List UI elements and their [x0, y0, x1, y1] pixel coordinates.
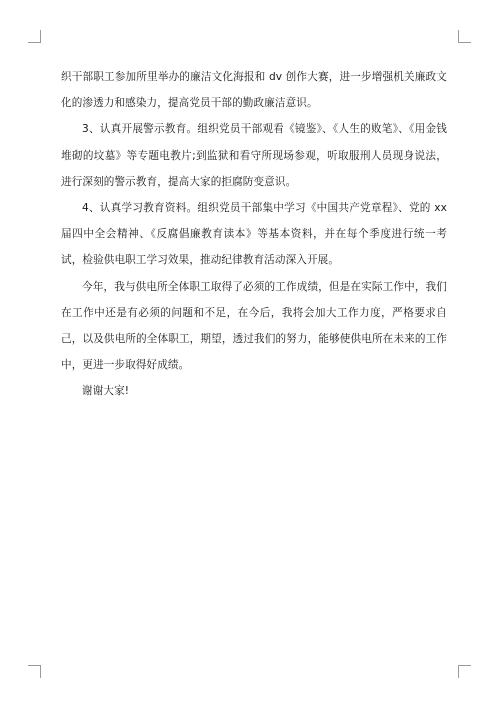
paragraph-summary: 今年，我与供电所全体职工取得了必须的工作成绩，但是在实际工作中，我们在工作中还是有必须的问题和不足，在今后，我将会加大工作力度，严格要求自己，以及供电所的全体职工，期望，透过我们的努力，能够使供电所在未来的工作中，更进一步取得好成绩。 [61, 280, 447, 372]
document-body [61, 64, 447, 405]
paragraph-closing: 谢谢大家! [82, 385, 130, 398]
paragraph-study-materials: 4、认真学习教育资料。组织党员干部集中学习《中国共产党章程》、党的 xx 届四中全会精神、《反腐倡廉教育读本》等基本资料，并在每个季度进行统一考试，检验供电职工学习效果，推动纪律教育活动深入开展。 [61, 202, 447, 267]
crop-mark-bottom-left [28, 665, 41, 678]
paragraph-warning-education: 3、认真开展警示教育。组织党员干部观看《镜鉴》、《人生的败笔》、《用金钱堆砌的坟墓》等专题电教片;到监狱和看守所现场参观，听取服刑人员现身说法，进行深刻的警示教育，提高大家的拒腐防变意识。 [61, 123, 447, 188]
crop-mark-top-left [28, 30, 41, 43]
paragraph-continuation: 织干部职工参加所里举办的廉洁文化海报和 dv 创作大赛，进一步增强机关廉政文化的渗透力和感染力，提高党员干部的勤政廉洁意识。 [61, 71, 447, 110]
crop-mark-top-right [458, 30, 471, 43]
crop-mark-bottom-right [458, 665, 471, 678]
